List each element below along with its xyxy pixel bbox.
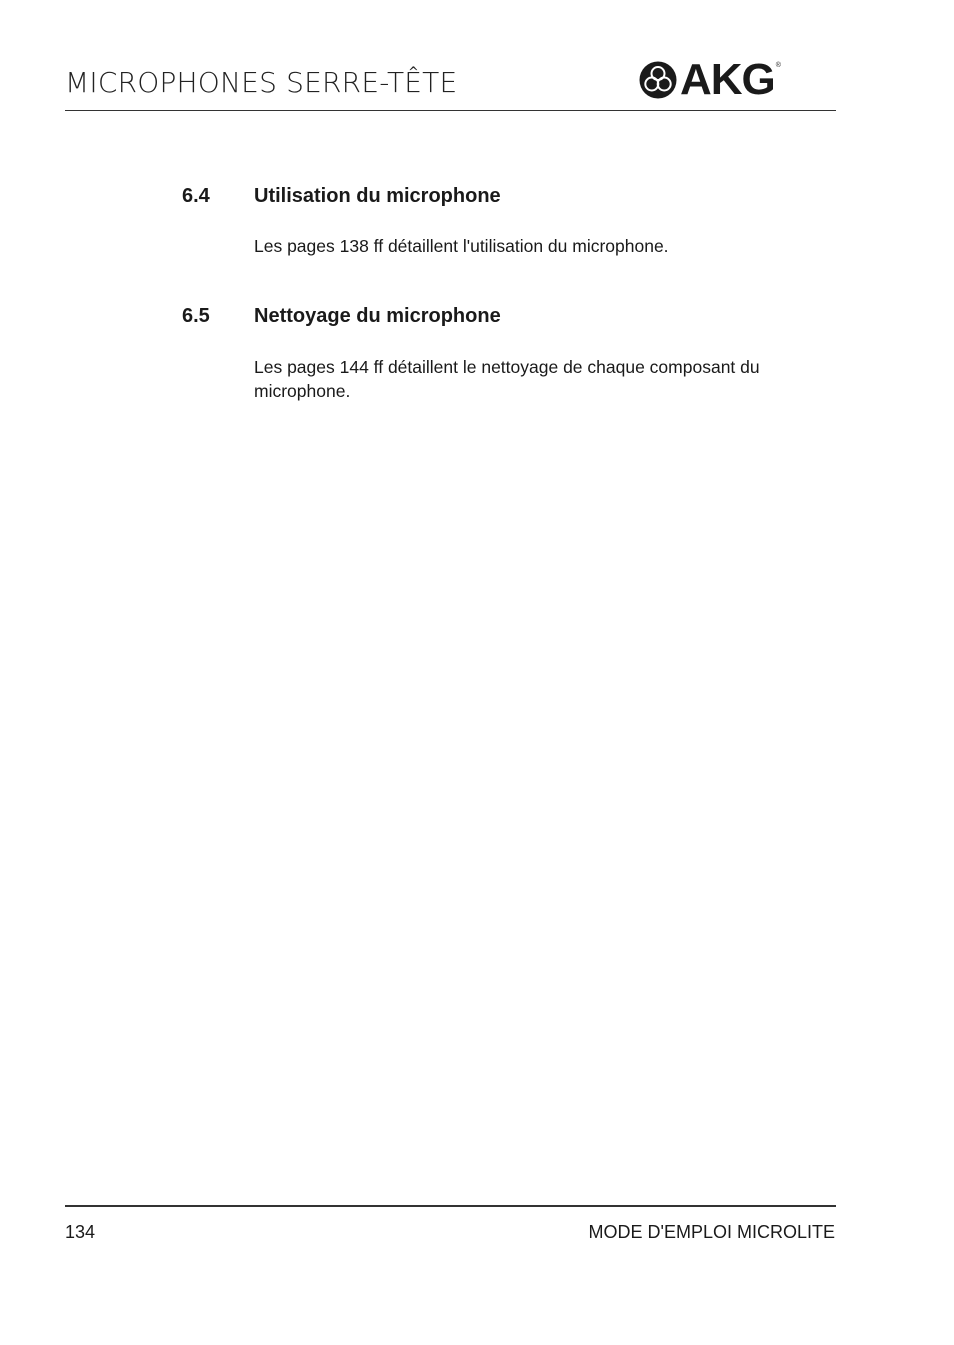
section-body: Les pages 138 ff détaillent l'utilisation du microphone. [254, 236, 669, 256]
section-title: Utilisation du microphone [254, 185, 501, 207]
section-number: 6.4 [182, 185, 210, 207]
akg-emblem-icon [638, 60, 678, 100]
header-divider [65, 110, 836, 111]
section-body: Les pages 144 ff détaillent le nettoyage de chaque composant du microphone. [254, 357, 760, 401]
akg-logo [638, 55, 820, 104]
section-title: Nettoyage du microphone [254, 305, 501, 327]
logo-registered-mark: ® [775, 62, 781, 69]
logo-text: AKG [680, 55, 775, 104]
document-title: MODE D'EMPLOI MICROLITE [588, 1222, 835, 1242]
footer-divider [65, 1205, 836, 1207]
header-title: MICROPHONES SERRE-TÊTE [65, 66, 458, 99]
page-number: 134 [65, 1222, 96, 1242]
section-number: 6.5 [182, 305, 210, 327]
